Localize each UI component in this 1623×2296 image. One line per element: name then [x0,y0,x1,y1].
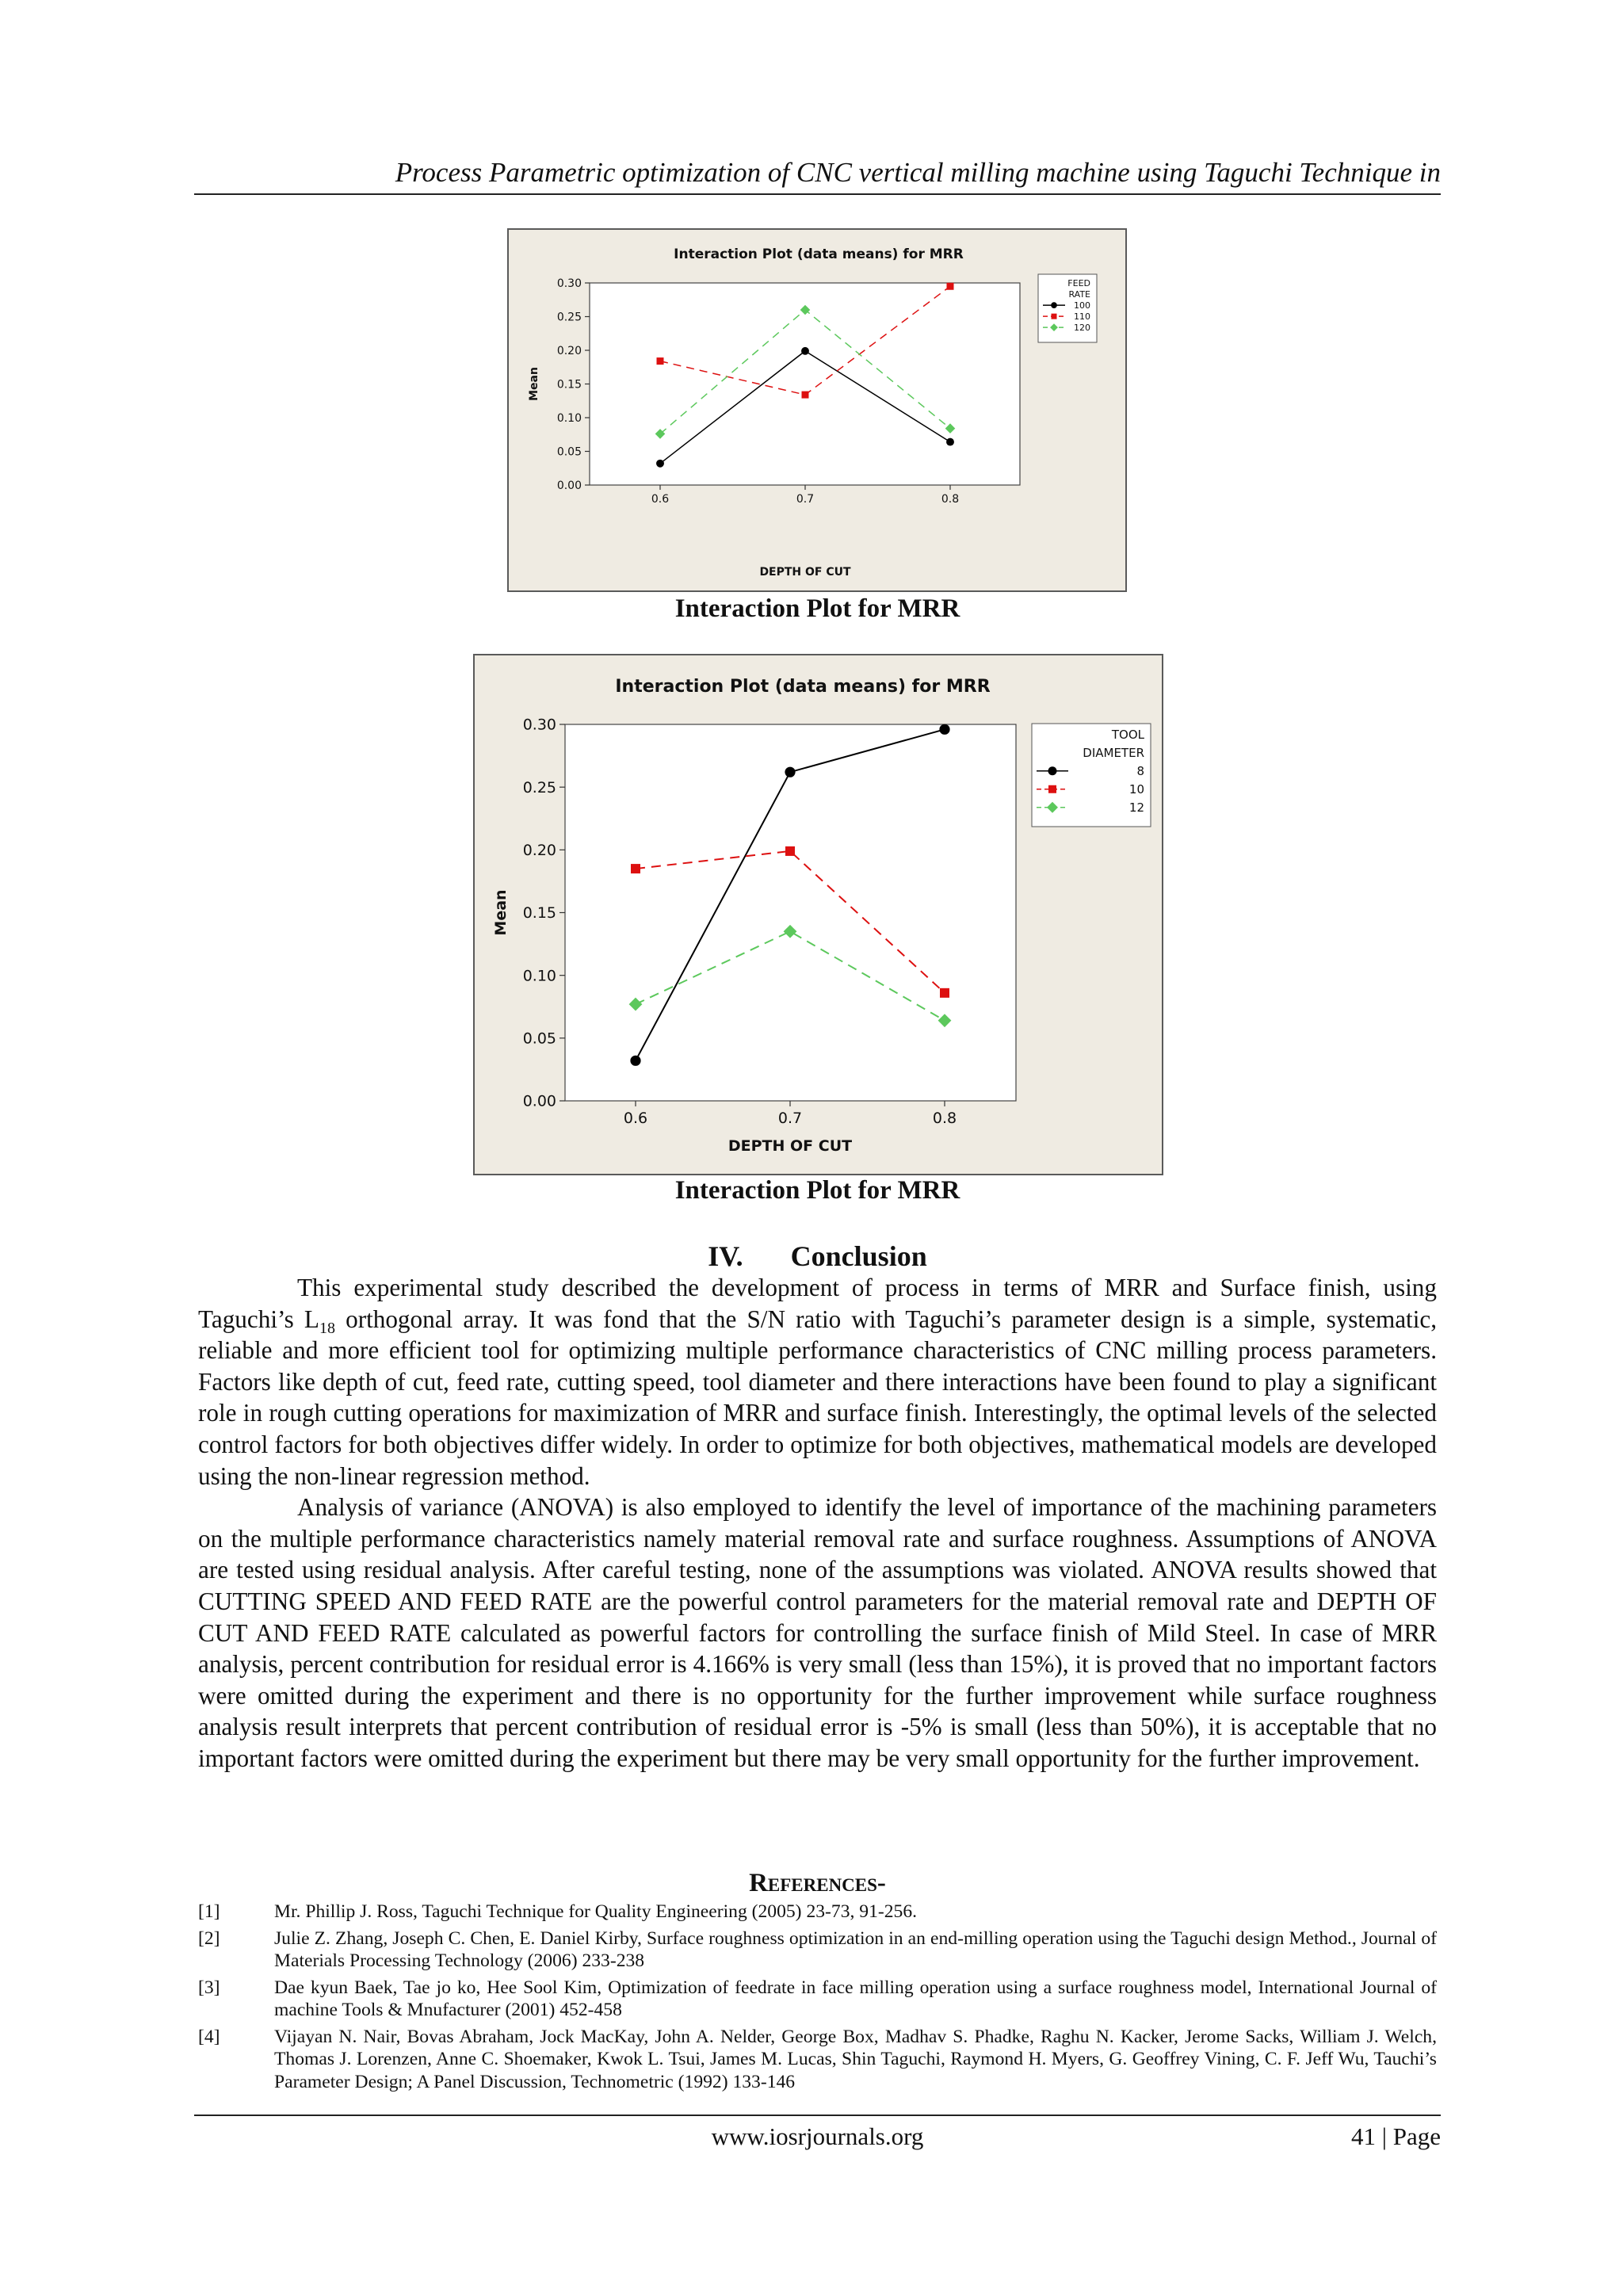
legend-title: TOOL [1111,728,1144,742]
y-tick-label: 0.20 [522,841,556,859]
y-tick-label: 0.05 [522,1030,556,1048]
y-tick-label: 0.10 [556,411,582,425]
y-tick-label: 0.00 [556,479,582,492]
x-tick-label: 0.7 [796,493,815,506]
data-point [656,460,664,468]
y-tick-label: 0.15 [556,378,582,392]
plot-area [565,724,1016,1101]
paragraph [198,1272,1437,1492]
x-axis-label: DEPTH OF CUT [727,1137,853,1155]
x-tick-label: 0.8 [932,1110,957,1127]
legend-label: 8 [1136,764,1144,778]
reference-item [198,1927,1437,1973]
legend-label: 12 [1128,800,1144,815]
paragraph: Analysis of variance (ANOVA) is also employed to identify the level of importance of the machining parameters on the multiple performance characteristics namely material removal rate and surface roughness. Assumptions of ANOVA are tested using residual analysis. After careful testing, none of the assumptions was violated. ANOVA results showed that CUTTING SPEED AND FEED RATE are the powerful control parameters for the material removal rate and DEPTH OF CUT AND FEED RATE calculated as powerful factors for controlling the surface finish of Mild Steel. In case of MRR analysis, percent contribution for residual error is 4.166% is very small (less than 15%), it is proved that no important factors were omitted during the experiment and there is no opportunity for the further improvement while surface roughness analysis result interprets that percent contribution of residual error is -5% is small (less than 50%), it is acceptable that no important factors were omitted during the experiment but there may be very small opportunity for the further improvement. [198,1493,1437,1772]
y-tick-label: 0.20 [556,344,582,357]
legend-label: 110 [1074,311,1090,322]
y-axis-label: Mean [492,889,510,936]
references-list [198,1901,1437,2097]
data-point [785,846,795,856]
y-tick-label: 0.00 [522,1092,556,1110]
y-tick-label: 0.30 [556,277,582,290]
data-point [1048,785,1056,793]
figure-caption-2: Interaction Plot for MRR [674,1176,960,1205]
data-point [631,864,640,873]
data-point [939,724,949,735]
subscript: 18 [319,1319,335,1337]
x-tick-label: 0.8 [941,493,960,506]
paragraph-text: This experimental study described the development of process in terms of MRR and Surface finish, using Taguchi’s L [198,1274,1437,1333]
y-tick-label: 0.25 [556,311,582,324]
x-axis-label: DEPTH OF CUT [759,566,851,579]
data-point [802,392,809,399]
reference-item [198,1901,1437,1924]
data-point [785,767,795,777]
references-heading: References- [749,1869,886,1897]
legend-label: 100 [1074,300,1090,311]
legend-title: RATE [1068,289,1090,300]
y-tick-label: 0.30 [522,716,556,734]
reference-number: [1] [198,1901,220,1922]
footer-rule [194,2115,1441,2116]
reference-text: Dae kyun Baek, Tae jo ko, Hee Sool Kim, Optimization of feedrate in face milling operation using a surface roughness model, International Journal of machine Tools & Mnufacturer (2001) 452-458 [274,1977,1437,2020]
data-point [630,1056,640,1066]
y-tick-label: 0.15 [522,904,556,923]
interaction-plot-tool-diameter [473,654,1163,1175]
section-title: Conclusion [790,1240,927,1272]
legend-label: 120 [1074,323,1090,333]
reference-number: [2] [198,1927,220,1949]
y-tick-label: 0.05 [556,445,582,459]
data-point [801,347,809,355]
x-tick-label: 0.6 [623,1110,648,1127]
x-tick-label: 0.7 [777,1110,803,1127]
data-point [1052,314,1057,319]
interaction-plot-feed-rate [507,228,1127,592]
y-tick-label: 0.10 [522,967,556,985]
data-point [657,357,664,365]
legend-title: DIAMETER [1083,746,1144,760]
reference-number: [3] [198,1977,220,1998]
reference-text: Vijayan N. Nair, Bovas Abraham, Jock MacKay, John A. Nelder, George Box, Madhav S. Phadke, Raghu N. Kacker, Jerome Sacks, William J. Welch, Thomas J. Lorenzen, Anne C. Shoemaker, Kwok L. Tsui, James M. Lucas, Shin Taguchi, Raymond H. Myers, G. Geoffrey Vining, C. F. Jeff Wu, Tauchi’s Parameter Design; A Panel Discussion, Technometric (1992) 133-146 [274,2026,1437,2092]
data-point [946,438,954,446]
y-tick-label: 0.25 [522,778,556,797]
data-point [940,988,949,998]
chart-title: Interaction Plot (data means) for MRR [674,246,964,262]
reference-number: [4] [198,2026,220,2047]
data-point [1048,766,1057,775]
paragraph-text: orthogonal array. It was fond that the S/N ratio with Taguchi’s parameter design is a simple, systematic, reliable and more efficient tool for optimizing multiple performance characteristics of CNC milling process parameters. Factors like depth of cut, feed rate, cutting speed, tool diameter and there interactions have been found to play a significant role in rough cutting operations for maximization of MRR and surface finish. Interestingly, the optimal levels of the selected control factors for both objectives differ widely. In order to optimize for both objectives, mathematical models are developed using the non-linear regression method. [198,1305,1438,1490]
section-heading [194,1239,1441,1274]
legend-title: FEED [1067,278,1090,288]
chart-title: Interaction Plot (data means) for MRR [615,677,991,697]
data-point [947,283,954,290]
page-number: 41 | Page [1351,2122,1441,2150]
reference-text: Julie Z. Zhang, Joseph C. Chen, E. Daniel Kirby, Surface roughness optimization in an end-milling operation using the Taguchi design Method., Journal of Materials Processing Technology (2006) 233-238 [274,1927,1437,1971]
reference-item [198,1977,1437,2022]
chart-svg [509,230,1128,594]
conclusion-body [198,1272,1437,1775]
y-axis-label: Mean [528,367,540,401]
x-tick-label: 0.6 [651,493,670,506]
reference-text: Mr. Phillip J. Ross, Taguchi Technique for Quality Engineering (2005) 23-73, 91-256. [274,1901,918,1922]
journal-website: www.iosrjournals.org [711,2122,924,2150]
header-rule [194,193,1441,195]
reference-item [198,2026,1437,2094]
chart-svg [475,655,1165,1177]
section-number: IV. [708,1240,743,1272]
running-header: Process Parametric optimization of CNC vertical milling machine using Taguchi Technique in [395,157,1441,188]
figure-caption-1: Interaction Plot for MRR [674,594,960,623]
data-point [1051,302,1057,308]
legend-label: 10 [1128,782,1144,797]
